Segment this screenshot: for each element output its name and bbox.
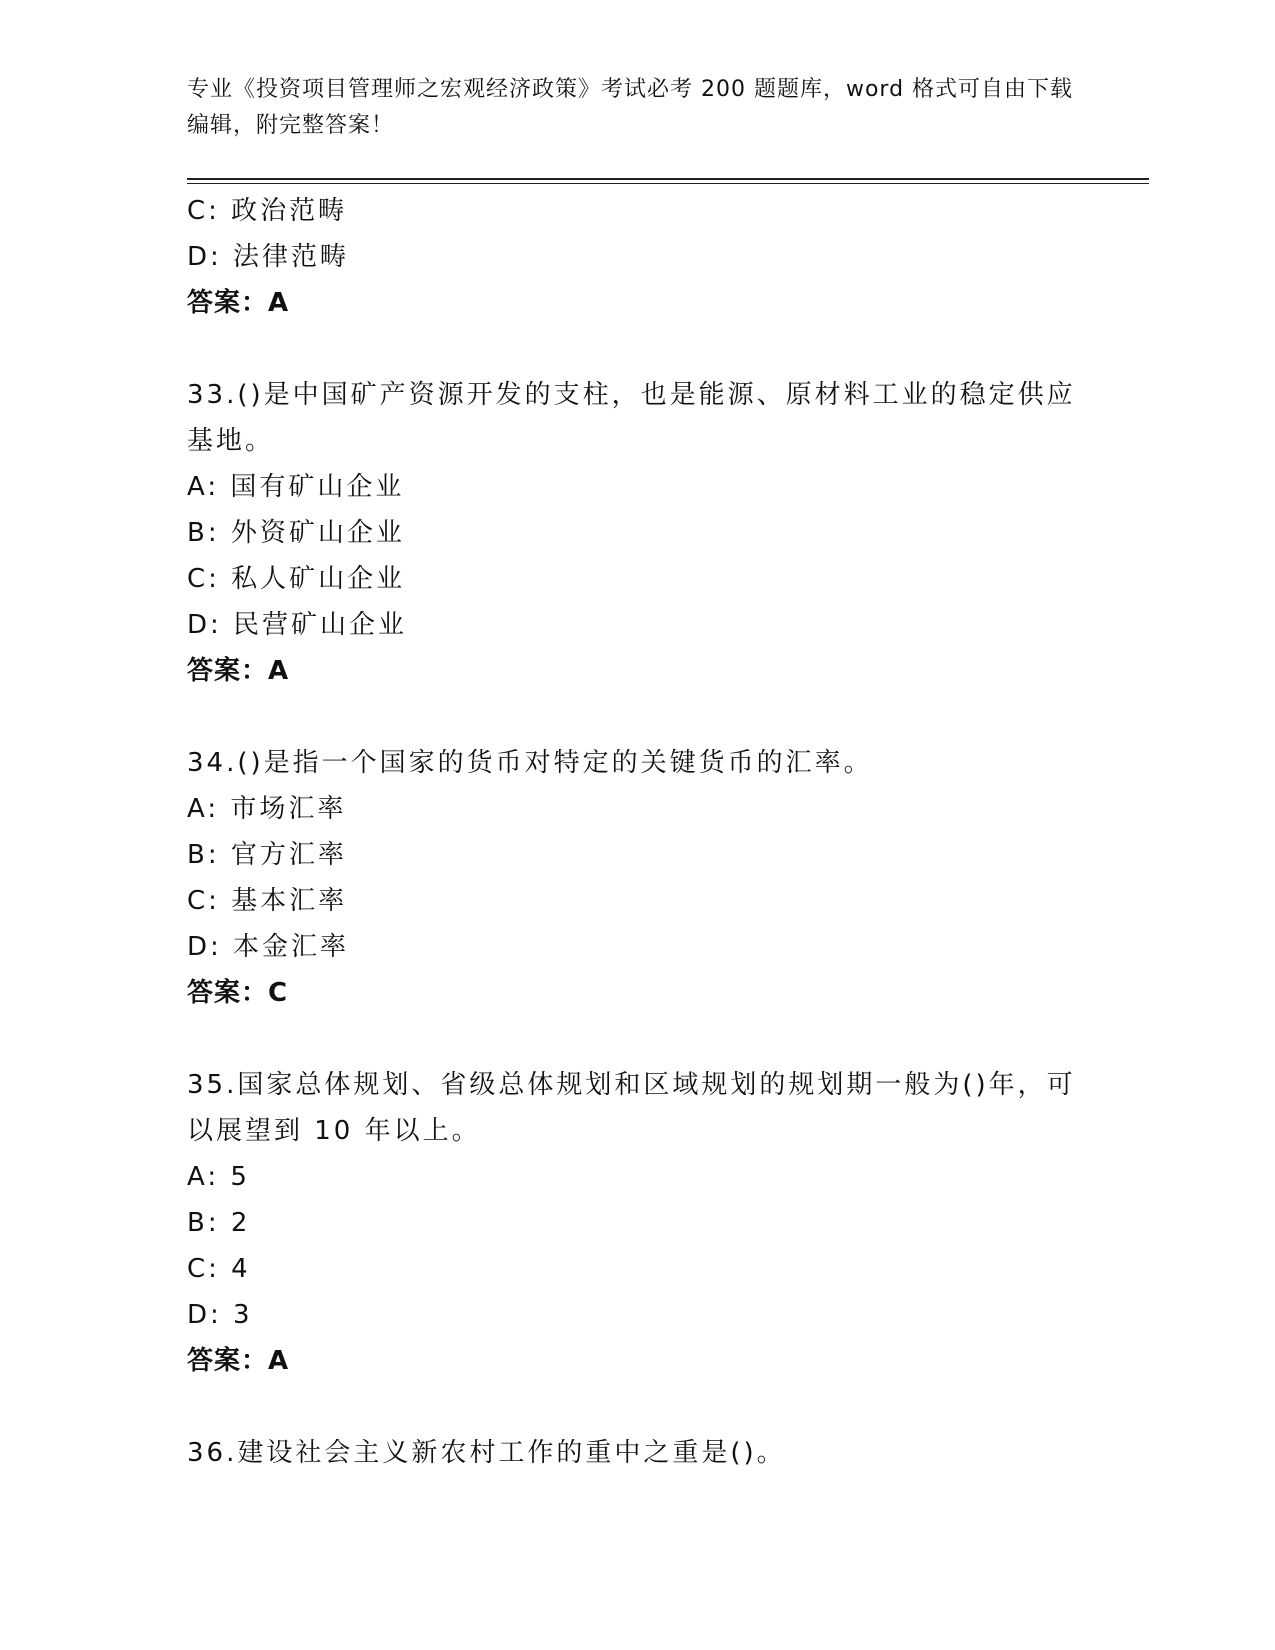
option-a: A: 市场汇率: [187, 794, 347, 824]
option-c: C: 4: [187, 1254, 251, 1284]
document-header: 专业《投资项目管理师之宏观经济政策》考试必考 200 题题库，word 格式可自由下载编辑，附完整答案！: [187, 77, 1074, 138]
option-d: D: 本金汇率: [187, 932, 350, 962]
question-text: 36.建设社会主义新农村工作的重中之重是()。: [187, 1438, 786, 1468]
option-c: C: 政治范畴: [187, 196, 348, 226]
partial-question: [187, 188, 1087, 326]
answer-line: 答案：A: [187, 656, 290, 686]
question-text: 33.()是中国矿产资源开发的支柱，也是能源、原材料工业的稳定供应基地。: [187, 380, 1076, 456]
option-b: B: 2: [187, 1208, 251, 1238]
answer-line: 答案：A: [187, 288, 290, 318]
option-d: D: 法律范畴: [187, 242, 350, 272]
option-a: A: 国有矿山企业: [187, 472, 405, 502]
option-c: C: 基本汇率: [187, 886, 348, 916]
option-a: A: 5: [187, 1162, 250, 1192]
option-b: B: 外资矿山企业: [187, 518, 405, 548]
option-c: C: 私人矿山企业: [187, 564, 406, 594]
header-rule-thin: [187, 183, 1149, 184]
question-35: [187, 1062, 1087, 1384]
option-b: B: 官方汇率: [187, 840, 347, 870]
question-text: 35.国家总体规划、省级总体规划和区域规划的规划期一般为()年，可以展望到 10 年以上。: [187, 1070, 1076, 1146]
header-rule-thick: [187, 178, 1149, 180]
question-34: [187, 740, 1087, 1016]
answer-line: 答案：C: [187, 978, 289, 1008]
option-d: D: 3: [187, 1300, 253, 1330]
question-text: 34.()是指一个国家的货币对特定的关键货币的汇率。: [187, 748, 873, 778]
question-33: [187, 372, 1087, 694]
option-d: D: 民营矿山企业: [187, 610, 408, 640]
answer-line: 答案：A: [187, 1346, 290, 1376]
question-36: [187, 1430, 1087, 1476]
document-body: [187, 188, 1087, 1476]
